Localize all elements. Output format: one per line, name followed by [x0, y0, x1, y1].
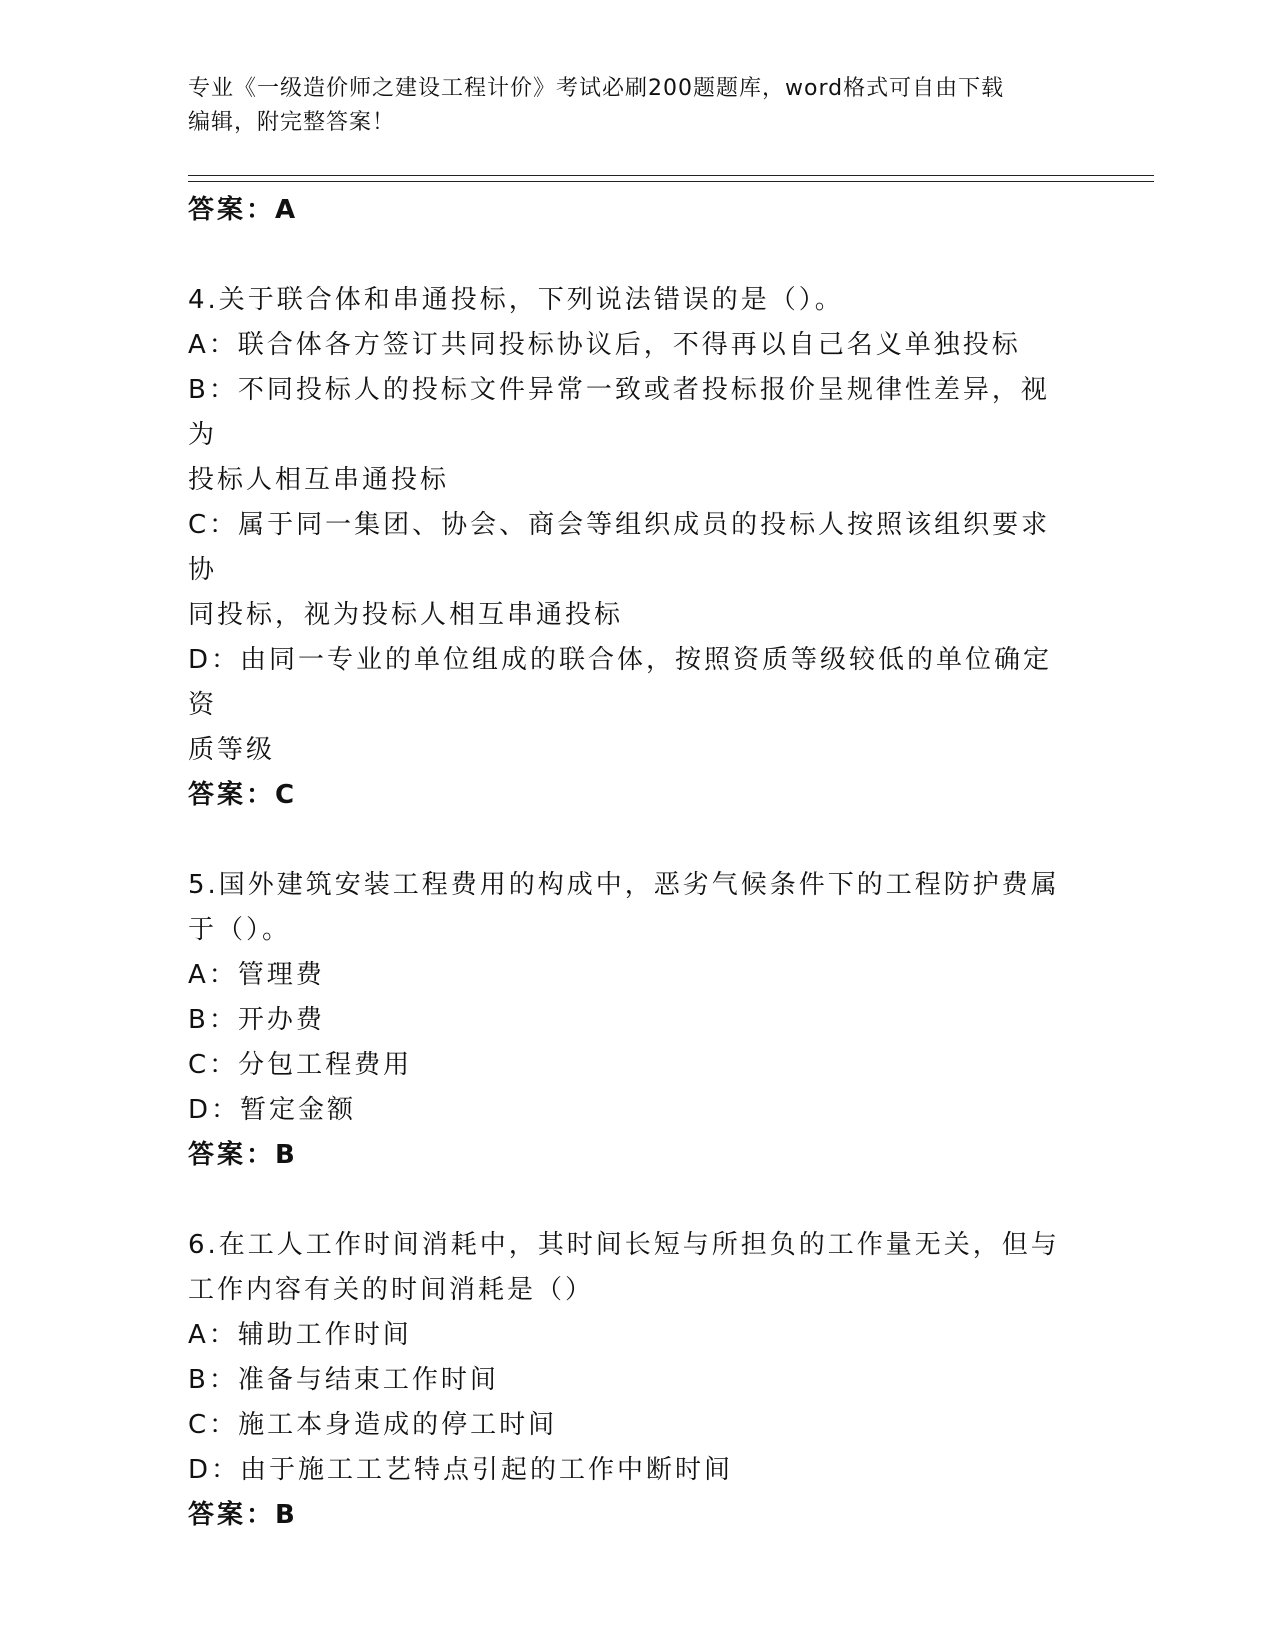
- option-b-continued: 投标人相互串通投标: [188, 465, 450, 495]
- option-d: D：由于施工工艺特点引起的工作中断时间: [188, 1455, 734, 1485]
- answer: 答案：B: [188, 1140, 298, 1170]
- question-stem: 6.在工人工作时间消耗中，其时间长短与所担负的工作量无关，但与: [188, 1230, 1060, 1260]
- spacer: [188, 818, 1068, 863]
- answer: 答案：B: [188, 1500, 298, 1530]
- option-c: C：施工本身造成的停工时间: [188, 1410, 558, 1440]
- option-a: A：管理费: [188, 960, 325, 990]
- question-6: [188, 1223, 1068, 1538]
- page-header: [188, 72, 1068, 140]
- question-4: [188, 278, 1068, 818]
- header-line-2: 编辑，附完整答案！: [188, 110, 396, 135]
- option-a: A：辅助工作时间: [188, 1320, 412, 1350]
- option-c: C：分包工程费用: [188, 1050, 413, 1080]
- option-d-continued: 质等级: [188, 735, 276, 765]
- option-b: B：不同投标人的投标文件异常一致或者投标报价呈规律性差异，视为: [188, 375, 1050, 450]
- header-line-1: 专业《一级造价师之建设工程计价》考试必刷200题题库，word格式可自由下载: [188, 76, 1005, 101]
- header-divider-top: [188, 175, 1154, 176]
- header-divider-bottom: [188, 181, 1154, 182]
- spacer: [188, 1178, 1068, 1223]
- question-stem: 4.关于联合体和串通投标，下列说法错误的是（）。: [188, 285, 844, 315]
- option-b: B：准备与结束工作时间: [188, 1365, 499, 1395]
- spacer: [188, 233, 1068, 278]
- option-d: D：由同一专业的单位组成的联合体，按照资质等级较低的单位确定资: [188, 645, 1053, 720]
- question-list: [188, 188, 1068, 1538]
- option-c: C：属于同一集团、协会、商会等组织成员的投标人按照该组织要求协: [188, 510, 1051, 585]
- option-c-continued: 同投标，视为投标人相互串通投标: [188, 600, 624, 630]
- previous-answer: 答案：A: [188, 195, 299, 225]
- question-stem: 5.国外建筑安装工程费用的构成中，恶劣气候条件下的工程防护费属: [188, 870, 1060, 900]
- option-b: B：开办费: [188, 1005, 325, 1035]
- question-stem-continued: 于（）。: [188, 915, 292, 945]
- question-5: [188, 863, 1068, 1178]
- option-d: D：暂定金额: [188, 1095, 357, 1125]
- question-stem-continued: 工作内容有关的时间消耗是（）: [188, 1275, 595, 1305]
- option-a: A：联合体各方签订共同投标协议后，不得再以自己名义单独投标: [188, 330, 1021, 360]
- answer: 答案：C: [188, 780, 298, 810]
